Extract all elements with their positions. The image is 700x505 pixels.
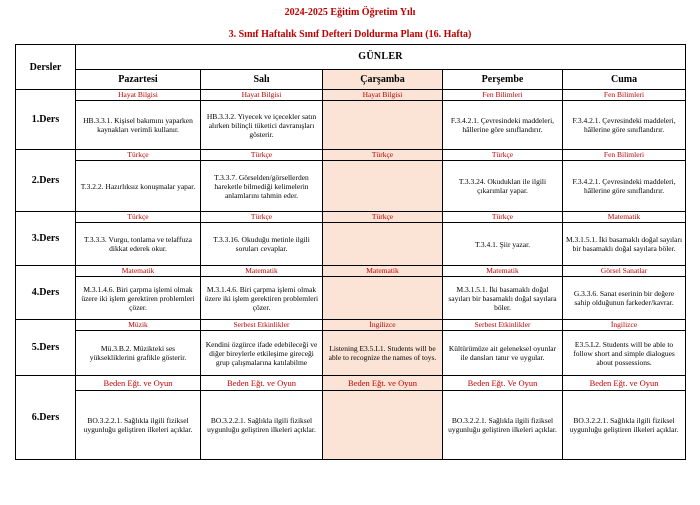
objective-cell: M.3.1.5.1. İki basamaklı doğal sayıları bir basamaklı doğal sayılara böler. bbox=[443, 277, 563, 320]
lesson-label: 2.Ders bbox=[16, 150, 76, 212]
subject-cell: Beden Eğt. ve Oyun bbox=[563, 376, 686, 391]
objective-cell: T.3.2.2. Hazırlıksız konuşmalar yapar. bbox=[76, 161, 201, 212]
lesson-label: 1.Ders bbox=[16, 90, 76, 150]
objective-cell: BO.3.2.2.1. Sağlıkla ilgili fiziksel uygunluğu geliştiren ilkeleri açıklar. bbox=[563, 391, 686, 460]
subject-cell: Türkçe bbox=[443, 150, 563, 161]
subject-cell: Görsel Sanatlar bbox=[563, 266, 686, 277]
subject-cell: Beden Eğt. ve Oyun bbox=[323, 376, 443, 391]
subject-cell: Türkçe bbox=[323, 212, 443, 223]
subject-cell: Beden Eğt. Ve Oyun bbox=[443, 376, 563, 391]
subject-cell: İngilizce bbox=[563, 320, 686, 331]
objective-cell: BO.3.2.2.1. Sağlıkla ilgili fiziksel uygunluğu geliştiren ilkeleri açıklar. bbox=[443, 391, 563, 460]
objective-cell: T.3.3.3. Vurgu, tonlama ve telaffuza dikkat ederek okur. bbox=[76, 223, 201, 266]
objective-cell: BO.3.2.2.1. Sağlıkla ilgili fiziksel uygunluğu geliştiren ilkeleri açıklar. bbox=[201, 391, 323, 460]
subject-cell: Müzik bbox=[76, 320, 201, 331]
subject-cell: Türkçe bbox=[201, 212, 323, 223]
subject-cell: İngilizce bbox=[323, 320, 443, 331]
dersler-header: Dersler bbox=[16, 45, 76, 90]
subject-cell: Matematik bbox=[76, 266, 201, 277]
objective-cell: M.3.1.4.6. Biri çarpma işlemi olmak üzere iki işlem gerektiren problemleri çözer. bbox=[201, 277, 323, 320]
objective-cell: HB.3.3.2. Yiyecek ve içecekler satın alırken bilinçli tüketici davranışları gösterir. bbox=[201, 101, 323, 150]
objective-cell: T.3.3.24. Okuduklan ile ilgili çıkarımlar yapar. bbox=[443, 161, 563, 212]
subject-cell: Türkçe bbox=[76, 150, 201, 161]
objective-cell: Kültürümüze ait geleneksel oyunlar ile dansları tanır ve uygular. bbox=[443, 331, 563, 376]
weekly-plan-table bbox=[15, 44, 686, 460]
objective-cell: Mü.3.B.2. Müzikteki ses yüksekliklerini grafikle gösterir. bbox=[76, 331, 201, 376]
document-subtitle: 3. Sınıf Haftalık Sınıf Defteri Doldurma Planı (16. Hafta) bbox=[228, 29, 472, 40]
subject-cell: Matematik bbox=[323, 266, 443, 277]
document-title: 2024-2025 Eğitim Öğretim Yılı bbox=[284, 7, 416, 18]
subject-cell: Türkçe bbox=[76, 212, 201, 223]
subject-cell: Matematik bbox=[563, 212, 686, 223]
objective-cell: T.3.4.1. Şiir yazar. bbox=[443, 223, 563, 266]
objective-cell bbox=[323, 223, 443, 266]
objective-cell: E3.5.L2. Students will be able to follow short and simple dialogues about possessions. bbox=[563, 331, 686, 376]
lesson-label: 5.Ders bbox=[16, 320, 76, 376]
objective-cell: G.3.3.6. Sanat eserinin bir değere sahip olduğunun farkeder/kavrar. bbox=[563, 277, 686, 320]
objective-cell: BO.3.2.2.1. Sağlıkla ilgili fiziksel uygunluğu geliştiren ilkeleri açıklar. bbox=[76, 391, 201, 460]
day-header-monday: Pazartesi bbox=[76, 69, 201, 89]
subject-cell: Matematik bbox=[201, 266, 323, 277]
subject-cell: Fen Bilimleri bbox=[443, 90, 563, 101]
objective-cell: Listening E3.5.L1. Students will be able to recognize the names of toys. bbox=[323, 331, 443, 376]
day-header-friday: Cuma bbox=[563, 69, 686, 89]
objective-cell: F.3.4.2.1. Çevresindeki maddeleri, hâllerine göre sınıflandırır. bbox=[443, 101, 563, 150]
subject-cell: Hayat Bilgisi bbox=[76, 90, 201, 101]
subject-cell: Matematik bbox=[443, 266, 563, 277]
lesson-label: 6.Ders bbox=[16, 376, 76, 460]
objective-cell: HB.3.3.1. Kişisel bakımını yaparken kaynakları verimli kullanır. bbox=[76, 101, 201, 150]
day-header-wednesday: Çarşamba bbox=[323, 69, 443, 89]
subject-cell: Türkçe bbox=[323, 150, 443, 161]
subject-cell: Türkçe bbox=[201, 150, 323, 161]
objective-cell bbox=[323, 277, 443, 320]
objective-cell: Kendini özgürce ifade edebileceği ve diğer bireylerle etkileşime gireceği grup çalışmalarına katılabilme bbox=[201, 331, 323, 376]
objective-cell: T.3.3.7. Görselden/görsellerden hareketle bilmediği kelimelerin anlamlarını tahmin eder. bbox=[201, 161, 323, 212]
subject-cell: Beden Eğt. ve Oyun bbox=[76, 376, 201, 391]
gunler-header: GÜNLER bbox=[76, 45, 686, 70]
objective-cell bbox=[323, 391, 443, 460]
lesson-label: 4.Ders bbox=[16, 266, 76, 320]
subject-cell: Hayat Bilgisi bbox=[201, 90, 323, 101]
lesson-label: 3.Ders bbox=[16, 212, 76, 266]
subject-cell: Beden Eğt. ve Oyun bbox=[201, 376, 323, 391]
day-header-thursday: Perşembe bbox=[443, 69, 563, 89]
objective-cell bbox=[323, 161, 443, 212]
objective-cell: F.3.4.2.1. Çevresindeki maddeleri, hâllerine göre sınıflandırır. bbox=[563, 161, 686, 212]
subject-cell: Serbest Etkinlikler bbox=[201, 320, 323, 331]
subject-cell: Fen Bilimleri bbox=[563, 150, 686, 161]
objective-cell: M.3.1.4.6. Biri çarpma işlemi olmak üzere iki işlem gerektiren problemleri çözer. bbox=[76, 277, 201, 320]
objective-cell: T.3.3.16. Okuduğu metinle ilgili soruları cevaplar. bbox=[201, 223, 323, 266]
day-header-tuesday: Salı bbox=[201, 69, 323, 89]
subject-cell: Hayat Bilgisi bbox=[323, 90, 443, 101]
subject-cell: Serbest Etkinlikler bbox=[443, 320, 563, 331]
subject-cell: Fen Bilimleri bbox=[563, 90, 686, 101]
objective-cell bbox=[323, 101, 443, 150]
objective-cell: F.3.4.2.1. Çevresindeki maddeleri, hâllerine göre sınıflandırır. bbox=[563, 101, 686, 150]
objective-cell: M.3.1.5.1. İki basamaklı doğal sayıları bir basamaklı doğal sayılara böler. bbox=[563, 223, 686, 266]
subject-cell: Türkçe bbox=[443, 212, 563, 223]
